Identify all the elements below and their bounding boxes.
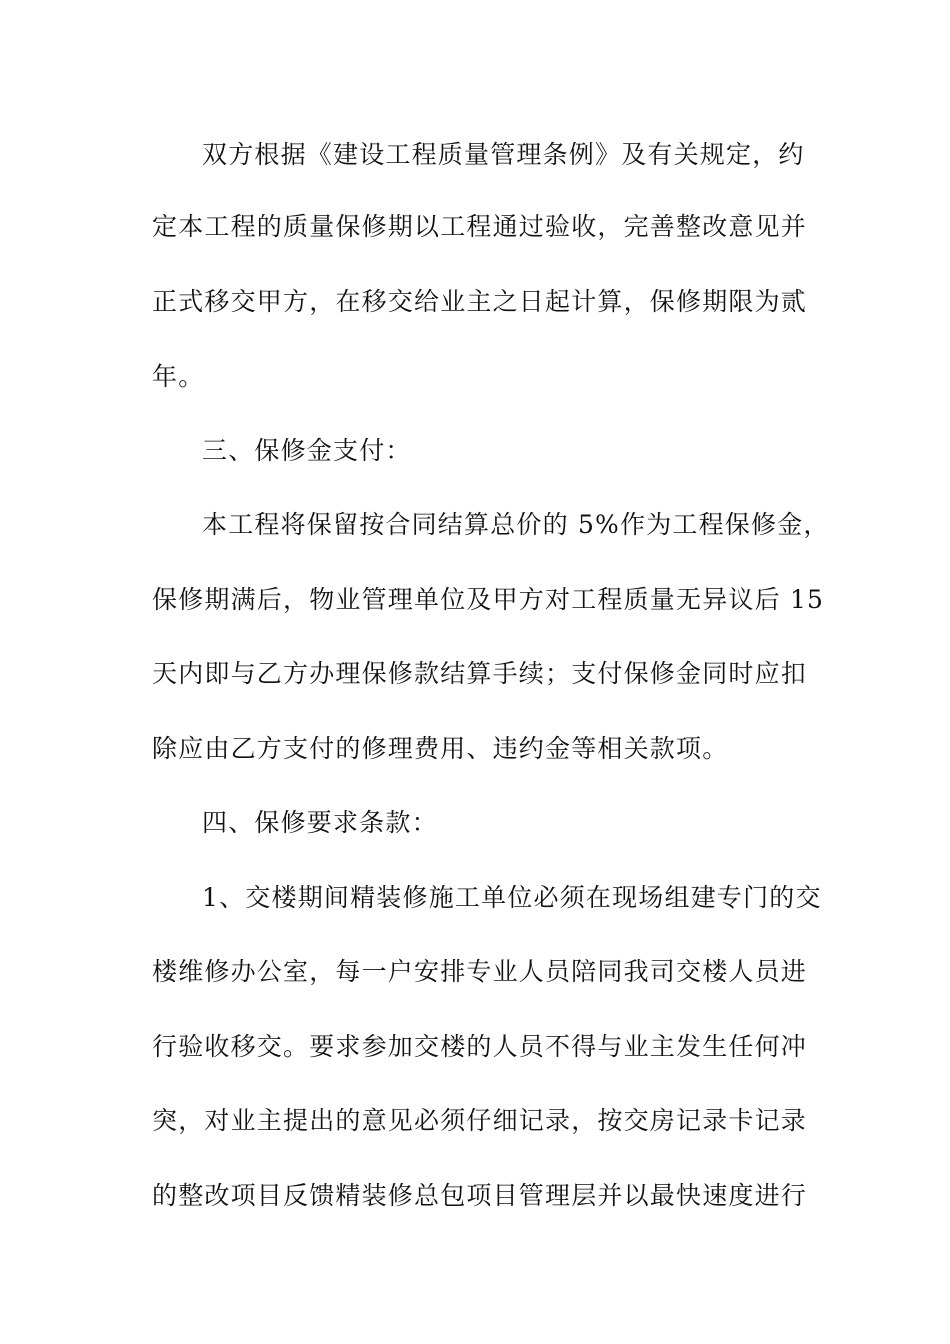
paragraph-line: 本工程将保留按合同结算总价的 5%作为工程保修金，: [202, 510, 830, 539]
paragraph-line: 除应由乙方支付的修理费用、违约金等相关款项。: [152, 734, 729, 763]
paragraph-line: 保修期满后，物业管理单位及甲方对工程质量无异议后 15: [152, 585, 825, 614]
paragraph-line: 天内即与乙方办理保修款结算手续；支付保修金同时应扣: [152, 659, 808, 688]
paragraph-line: 的整改项目反馈精装修总包项目管理层并以最快速度进行: [152, 1181, 808, 1210]
paragraph-line: 行验收移交。要求参加交楼的人员不得与业主发生任何冲: [152, 1032, 808, 1061]
paragraph-line: 双方根据《建设工程质量管理条例》及有关规定，约: [202, 140, 805, 169]
paragraph-line: 1、交楼期间精装修施工单位必须在现场组建专门的交: [202, 883, 822, 912]
paragraph-line: 年。: [152, 362, 205, 391]
paragraph-line: 楼维修办公室，每一户安排专业人员陪同我司交楼人员进: [152, 957, 808, 986]
paragraph-line: 定本工程的质量保修期以工程通过验收，完善整改意见并: [152, 212, 808, 241]
section-heading: 三、保修金支付：: [202, 436, 412, 465]
paragraph-line: 突，对业主提出的意见必须仔细记录，按交房记录卡记录: [152, 1106, 808, 1135]
paragraph-line: 正式移交甲方，在移交给业主之日起计算，保修期限为贰: [152, 287, 808, 316]
section-heading: 四、保修要求条款：: [202, 808, 438, 837]
